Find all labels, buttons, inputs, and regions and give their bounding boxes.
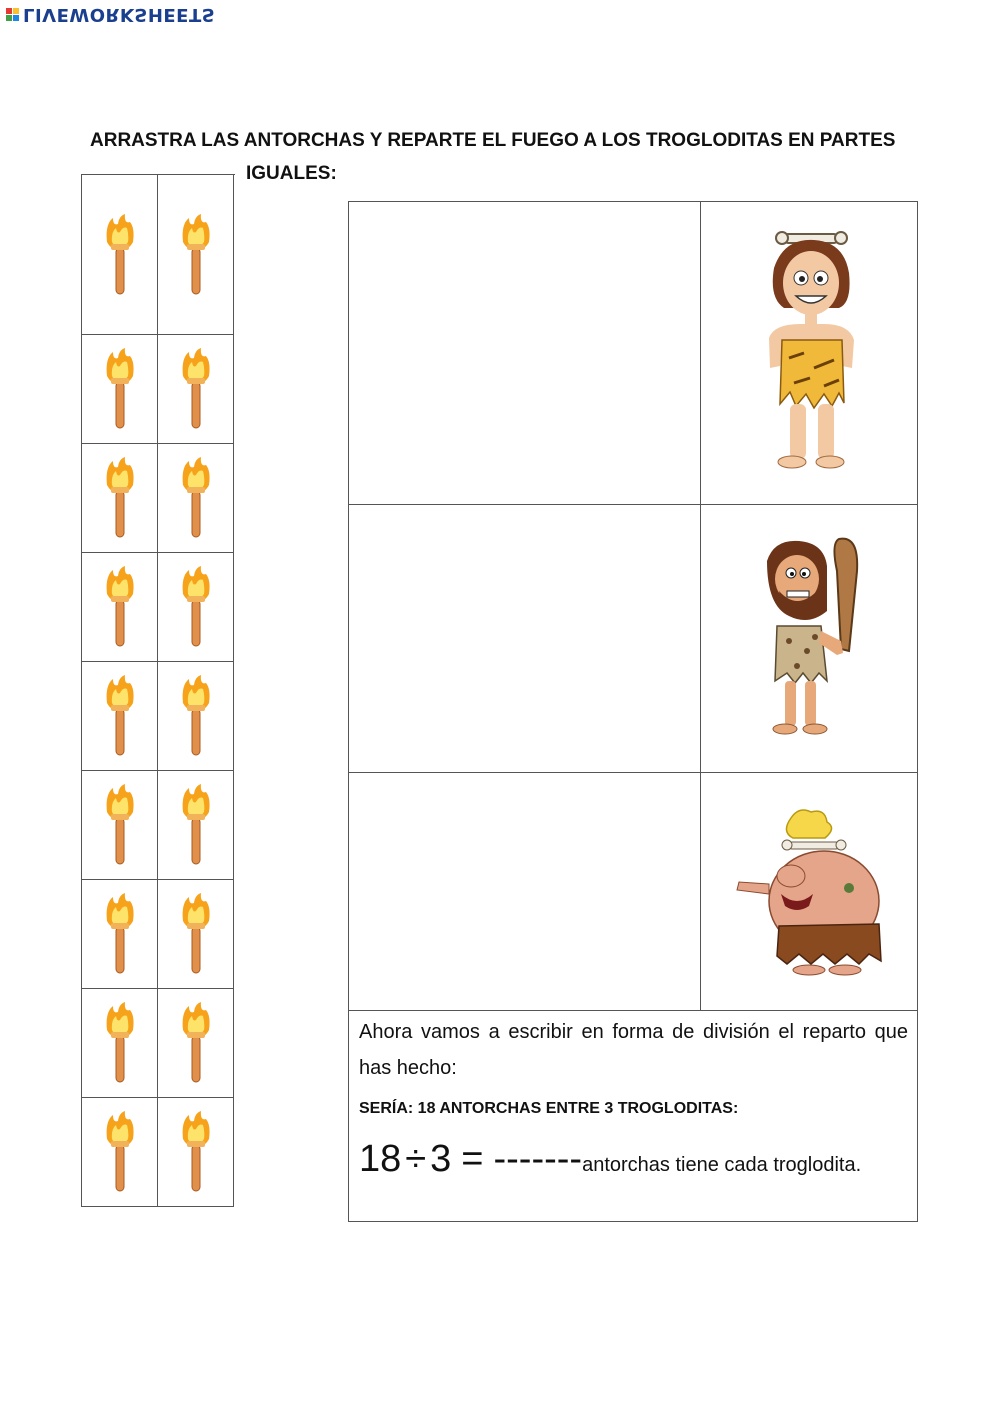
question-subtitle: SERÍA: 18 ANTORCHAS ENTRE 3 TROGLODITAS: bbox=[359, 1100, 739, 1117]
torch-cell bbox=[158, 553, 234, 662]
row-fat-caveman bbox=[349, 772, 917, 1011]
caveman-with-club-icon bbox=[701, 504, 917, 772]
torch-icon[interactable] bbox=[175, 675, 217, 757]
equals-sign: = bbox=[461, 1138, 484, 1180]
drop-zone-2[interactable] bbox=[349, 504, 701, 772]
divide-operator: ÷ bbox=[405, 1138, 427, 1180]
torch-cell bbox=[82, 662, 158, 771]
torch-icon[interactable] bbox=[175, 348, 217, 430]
torch-cell bbox=[158, 662, 234, 771]
torch-icon[interactable] bbox=[175, 893, 217, 975]
torch-icon[interactable] bbox=[99, 1002, 141, 1084]
torch-icon[interactable] bbox=[175, 1111, 217, 1193]
divisor: 3 bbox=[430, 1138, 452, 1180]
torch-icon[interactable] bbox=[175, 214, 217, 296]
torch-cell bbox=[82, 175, 158, 335]
row-caveman-club bbox=[349, 504, 917, 773]
torch-row bbox=[82, 771, 235, 880]
drop-zone-1[interactable] bbox=[349, 202, 701, 504]
row-cavewoman bbox=[349, 202, 917, 505]
torch-row bbox=[82, 553, 235, 662]
torch-icon[interactable] bbox=[175, 457, 217, 539]
torch-cell bbox=[158, 175, 234, 335]
torch-icon[interactable] bbox=[99, 348, 141, 430]
answer-blank[interactable]: ------- bbox=[493, 1138, 583, 1180]
torch-grid bbox=[81, 174, 235, 1207]
torch-cell bbox=[158, 880, 234, 989]
torch-cell bbox=[82, 335, 158, 444]
torch-cell bbox=[158, 989, 234, 1098]
dividend: 18 bbox=[359, 1138, 402, 1180]
torch-icon[interactable] bbox=[99, 675, 141, 757]
torch-cell bbox=[82, 989, 158, 1098]
torch-row bbox=[82, 662, 235, 771]
torch-cell bbox=[158, 771, 234, 880]
logo-squares-icon bbox=[6, 8, 19, 21]
liveworksheets-logo bbox=[6, 4, 215, 24]
answer-suffix: antorchas tiene cada troglodita. bbox=[582, 1154, 862, 1176]
fat-caveman-pointing-icon bbox=[701, 772, 917, 1010]
torch-icon[interactable] bbox=[175, 1002, 217, 1084]
torch-icon[interactable] bbox=[99, 566, 141, 648]
torch-row bbox=[82, 335, 235, 444]
torch-icon[interactable] bbox=[175, 566, 217, 648]
title-line-2: IGUALES: bbox=[246, 163, 337, 184]
torch-cell bbox=[158, 444, 234, 553]
drop-zone-3[interactable] bbox=[349, 772, 701, 1010]
division-question bbox=[359, 1014, 908, 1181]
logo-text: LIVEWORKSHEETS bbox=[23, 3, 216, 25]
torch-icon[interactable] bbox=[99, 457, 141, 539]
torch-cell bbox=[158, 335, 234, 444]
question-intro: Ahora vamos a escribir en forma de división el reparto que has hecho: bbox=[359, 1021, 908, 1079]
torch-cell bbox=[82, 553, 158, 662]
torch-row bbox=[82, 444, 235, 553]
torch-cell bbox=[158, 1098, 234, 1207]
torch-icon[interactable] bbox=[99, 893, 141, 975]
title-line-1: ARRASTRA LAS ANTORCHAS Y REPARTE EL FUEGO A LOS TROGLODITAS EN PARTES bbox=[90, 130, 896, 151]
torch-cell bbox=[82, 1098, 158, 1207]
distribution-table bbox=[348, 201, 918, 1222]
torch-icon[interactable] bbox=[175, 784, 217, 866]
torch-cell bbox=[82, 444, 158, 553]
cavewoman-icon bbox=[701, 202, 917, 504]
torch-icon[interactable] bbox=[99, 784, 141, 866]
torch-row bbox=[82, 989, 235, 1098]
torch-icon[interactable] bbox=[99, 214, 141, 296]
torch-row bbox=[82, 175, 235, 335]
division-equation bbox=[359, 1138, 908, 1181]
torch-icon[interactable] bbox=[99, 1111, 141, 1193]
torch-row bbox=[82, 1098, 235, 1207]
torch-cell bbox=[82, 880, 158, 989]
torch-row bbox=[82, 880, 235, 989]
torch-cell bbox=[82, 771, 158, 880]
